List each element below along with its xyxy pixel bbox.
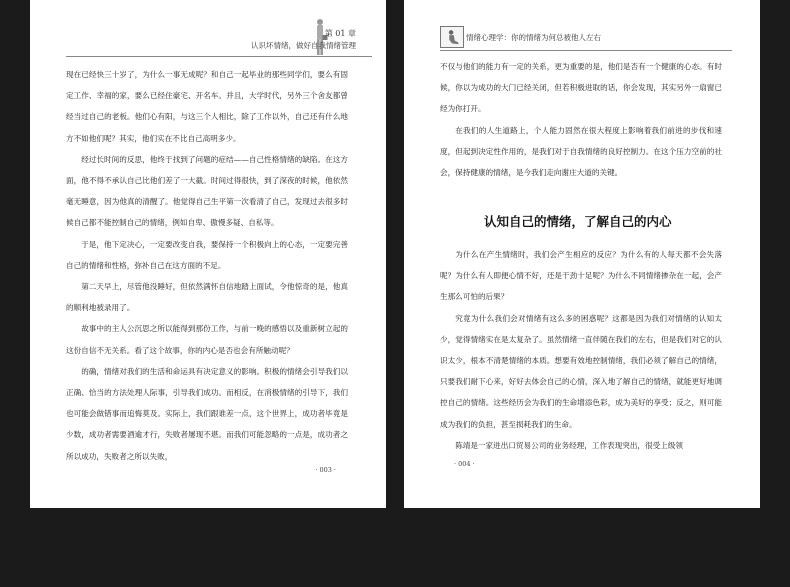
paragraph: 不仅与他们的能力有一定的关系，更为重要的是，他们是否有一个健康的心态。有时候，你以为成功的大门已经关闭，但若积极进取的话，你会发现，其实另外一扇窗已经为你打开。 [440, 62, 722, 114]
header-rule [440, 50, 732, 51]
paragraph: 为什么在产生情绪时，我们会产生相应的反应？为什么有的人每天都不会失落呢？为什么有人即便心情不好，还是干劲十足呢？为什么不同情绪掺杂在一起，会产生那么可怕的后果？ [440, 250, 722, 302]
paragraph: 于是，他下定决心，一定要改变自我，要保持一个积极向上的心态，一定要完善自己的情绪和性格，弥补自己在这方面的不足。 [66, 239, 348, 270]
left-page [30, 0, 386, 508]
paragraph: 在我们的人生道路上，个人能力固然在很大程度上影响着我们前进的步伐和速度，但起到决定性作用的，是我们对于自我情绪的良好控制力。在这个压力空前的社会，保持健康的情绪，是今我们走向谢庄大道的关键。 [440, 125, 722, 178]
left-running-header [251, 28, 356, 52]
kneeling-figure-icon [440, 26, 464, 48]
right-page-body-top [440, 56, 722, 183]
chapter-number: 第 01 章 [324, 29, 356, 38]
chapter-subtitle: 认识坏情绪，做好自我情绪管理 [251, 41, 356, 50]
paragraph: 经过长时间的反思，他终于找到了问题的症结——自己性格情绪的缺陷。在这方面，他不得不承认自己比他们差了一大截。时间过得很快，到了深夜的时候，他依然毫无睡意，因为他真的清醒了。他觉得自己生平第一次看清了自己，发现过去很多时候自己都不能控制自己的情绪，例如自卑、傲慢多疑、自私等。 [66, 154, 348, 228]
right-page [404, 0, 760, 508]
page-number: · 003 · [315, 466, 336, 474]
paragraph: 究竟为什么我们会对情绪有这么多的困惑呢？这都是因为我们对情绪的认知太少，觉得情绪实在是太复杂了。虽然情绪一直伴随在我们的左右，但是我们对它的认识太少，根本不清楚情绪的本质。想要有效地控制情绪，我们必须了解自己的情绪，只要我们耐下心来，好好去体会自己的心情，深入地了解自己的情绪，就能更好地调控自己的情绪。这些经历会为我们的生命增添色彩，成为美好的享受；反之，则可能成为我们的负担，甚至损耗我们的生命。 [440, 313, 722, 429]
page-number: · 004 · [454, 460, 475, 468]
paragraph: 的确，情绪对我们的生活和命运具有决定意义的影响。积极的情绪会引导我们以正确、恰当的方法处理人际事，引导我们成功。而相反，在消极情绪的引导下，我们也可能会做错事而追悔莫及。实际上，我们跟谁差一点，这个世界上，成功者毕竟是少数，成功者需要酒逾才行，失败者屡现不堪。而我们可能忽略的一点是，成功者之所以成功，失败者之所以失败， [66, 366, 348, 461]
paragraph: 现在已经快三十岁了，为什么一事无成呢？和自己一起毕业的那些同学们，要么有固定工作、幸福的家，要么已经住豪宅、开名车。并且，大学时代，另外三个舍友都曾经当过自己的老板。他们心有阳，与这三个人相比，除了工作以外，自己还有什么地方不如他们呢？其实，他们实在不比自己高明多少。 [66, 70, 348, 143]
paragraph: 故事中的主人公沉思之所以能得到那份工作，与前一晚的感悟以及重新树立起的这份自信不无关系。看了这个故事，你的内心是否也会有所触动呢？ [66, 324, 348, 355]
right-running-header: 情绪心理学：你的情绪为何总被他人左右 [466, 33, 601, 42]
right-page-body-bottom [440, 244, 722, 456]
paragraph: 第二天早上，尽管他没睡好，但依然满怀自信地踏上面试，令他惊奇的是，他真的顺利地被录用了。 [66, 282, 348, 313]
paragraph: 陈靖是一家进出口贸易公司的业务经理，工作表现突出，很受上级领 [455, 440, 683, 450]
section-heading: 认知自己的情绪，了解自己的内心 [484, 214, 672, 229]
header-rule [66, 56, 372, 57]
left-page-body [66, 64, 348, 467]
